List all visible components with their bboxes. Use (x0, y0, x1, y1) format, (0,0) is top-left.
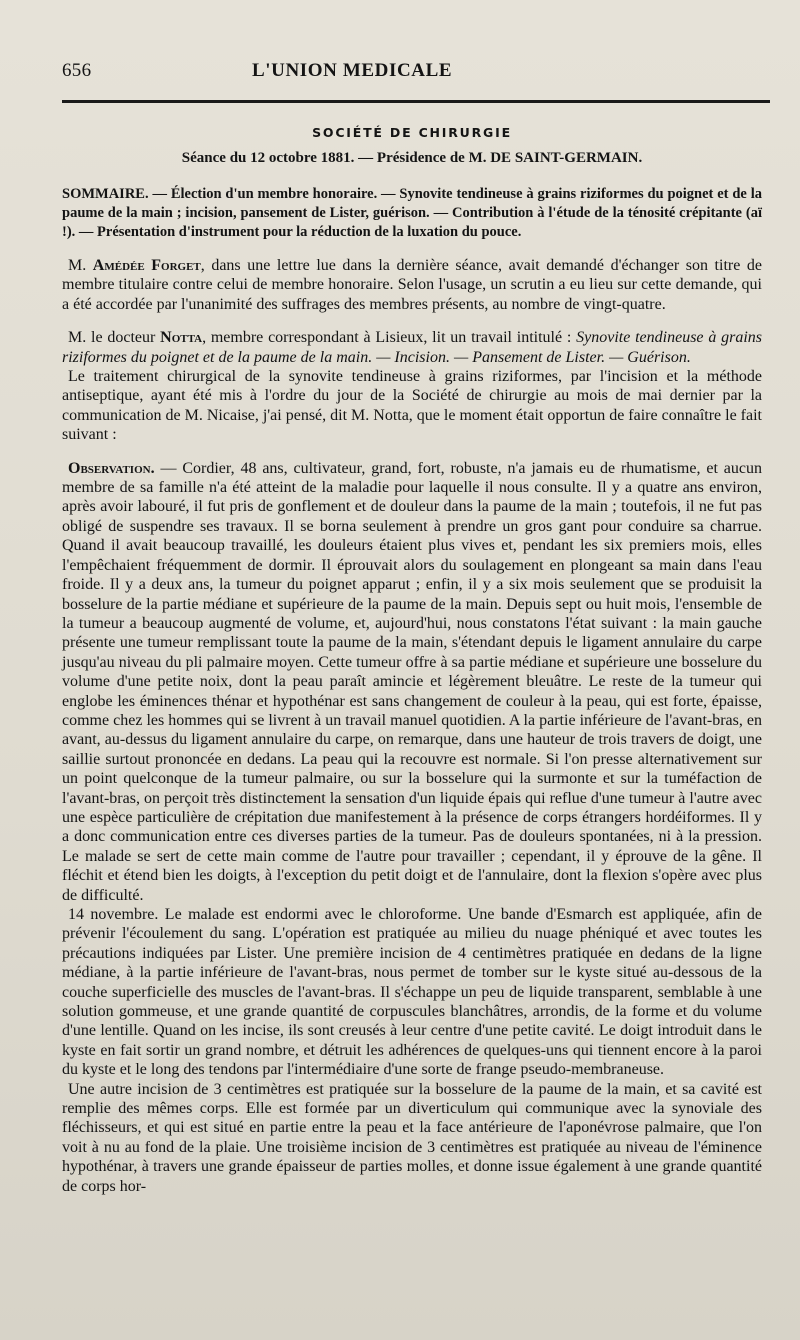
summary-block (62, 185, 762, 242)
summary-text: — Élection d'un membre honoraire. — Synovite tendineuse à grains riziformes du poignet et de la paume de la main ; incision, pansement de Lister, guérison. — Contribution à l'étude de la ténosité crépitante (aï !). — Présentation d'instrument pour la réduction de la luxation du pouce. (62, 186, 762, 240)
section-title: SOCIÉTÉ DE CHIRURGIE (312, 125, 512, 140)
running-head (62, 60, 762, 88)
p1-name: Amédée Forget (92, 257, 201, 274)
header-rule (62, 100, 770, 103)
p2-text: , membre correspondant à Lisieux, lit un travail intitulé : (202, 329, 577, 347)
paragraph-observation (62, 459, 762, 905)
paragraph-second-incision: Une autre incision de 3 centimètres est pratiquée sur la bosselure de la paume de la main, et sa cavité est remplie des mêmes corps. Elle est formée par un diverticulum qui communique avec la synoviale des fléchisseurs, et qui est situé en partie entre la peau et la face antérieure de l'aponévrose palmaire, que l'on voit à nu au fond de la plaie. Une troisième incision de 3 centimètres est pratiquée au niveau de l'éminence hypothénar, à travers une grande épaisseur de parties molles, et donne issue également à une grande quantité de corps hor- (62, 1080, 762, 1195)
page-number: 656 (62, 60, 92, 81)
p2-prefix: M. le docteur (68, 329, 161, 347)
summary-label: SOMMAIRE. (62, 186, 149, 202)
paragraph-operation: 14 novembre. Le malade est endormi avec le chloroforme. Une bande d'Esmarch est appliquée, afin de prévenir l'écoulement du sang. L'opération est pratiquée au milieu du nuage phéniqué et avec toutes les précautions indiquées par Lister. Une première incision de 4 centimètres pratiquée en dedans de la ligne médiane, à la partie inférieure de l'avant-bras, nous permet de tomber sur le kyste situé au-dessous de la couche superficielle des muscles de l'avant-bras. Il s'échappe un peu de liquide transparent, semblable à une solution gommeuse, et une grande quantité de corpuscules blanchâtres, arrondis, de la forme et du volume d'une lentille. Quand on les incise, ils sont creusés à leur centre d'une petite cavité. Le doigt introduit dans le kyste en fait sortir un grand nombre, et détruit les adhérences de quelques-uns qui tiennent encore à la paroi du kyste et le long des tendons par l'intermédiaire d'une sorte de frange pseudo-membraneuse. (62, 906, 762, 1079)
p1-text: , dans une lettre lue dans la dernière séance, avait demandé d'échanger son titre de membre titulaire contre celui de membre honoraire. Selon l'usage, un scrutin a eu lieu sur cette demande, qui a été accordée par l'unanimité des suffrages des membres présents, au nombre de vingt-quatre. (62, 257, 762, 313)
p2-name: Notta (160, 329, 203, 347)
journal-title: L'UNION MEDICALE (252, 60, 453, 81)
paragraph-introduction: Le traitement chirurgical de la synovite tendineuse à grains riziformes, par l'incision et la méthode antiseptique, ayant été mis à l'ordre du jour de la Société de chirurgie au mois de mai dernier par la communication de M. Nicaise, j'ai pensé, dit M. Notta, que le moment était opportun de faire connaître le fait suivant : (62, 368, 762, 444)
session-line: Séance du 12 octobre 1881. — Présidence de M. DE SAINT-GERMAIN. (181, 150, 643, 166)
article-body (62, 256, 762, 1196)
paragraph-forget (62, 256, 762, 314)
observation-text: — Cordier, 48 ans, cultivateur, grand, fort, robuste, n'a jamais eu de rhumatisme, et aucun membre de sa famille n'a été atteint de la maladie pour laquelle il nous consulte. Il y a quatre ans environ, après avoir labouré, il fut pris de gonflement et de douleur dans la paume de la main ; toutefois, il ne fut pas obligé de suspendre ses travaux. Il se borna seulement à prendre un gros gant pour conduire sa charrue. Quand il avait beaucoup travaillé, les douleurs étaient plus vives et, pendant les six premiers mois, elles l'empêchaient fréquemment de dormir. Il éprouvait alors du soulagement en plongeant sa main dans l'eau froide. Il y a deux ans, la tumeur du poignet apparut ; enfin, il y a six mois seulement que se produisit la bosselure de la partie médiane et supérieure de la paume de la main. Depuis sept ou huit mois, l'ensemble de la tumeur a beaucoup augmenté de volume, et, aujourd'hui, nous constatons l'état suivant : la main gauche présente une tumeur remplissant toute la paume de la main, s'étendant depuis le ligament annulaire du carpe jusqu'au niveau du pli palmaire moyen. Cette tumeur offre à sa partie médiane et supérieure une bosselure du volume d'une petite noix, dont la peau paraît amincie et légèrement bleuâtre. Le reste de la tumeur qui englobe les éminences thénar et hypothénar est sans changement de couleur à la peau, qui est forte, épaisse, comme chez les hommes qui se livrent à un travail manuel quotidien. A la partie inférieure de l'avant-bras, en avant, au-dessus du ligament annulaire du carpe, on remarque, dans une hauteur de trois travers de doigt, une saillie surtout prononcée en dedans. La peau qui la recouvre est normale. Si l'on presse alternativement sur un point quelconque de la tumeur palmaire, ou sur la bosselure qui la surmonte et sur la tuméfaction de l'avant-bras, on perçoit très distinctement la sensation d'un liquide épais qui reflue d'une tumeur à l'autre avec une espèce particulière de crépitation due manifestement à la présence de corps étrangers hordéiformes. Il y a donc communication entre ces diverses parties de la tumeur. Pas de douleurs spontanées, ni à la pression. Le malade se sert de cette main comme de l'autre pour travailler ; cependant, il y éprouve de la gêne. Il fléchit et étend bien les doigts, à l'exception du petit doigt et de l'annulaire, dont la flexion s'opère avec plus de difficulté. (62, 459, 762, 904)
p1-prefix: M. (68, 257, 93, 274)
paragraph-notta (62, 328, 762, 367)
observation-label: Observation. (68, 459, 155, 477)
p2-work-title: Synovite tendineuse à grains riziformes du poignet et de la paume de la main. — Incision. — Pansement de Lister. — Guérison. (62, 329, 763, 366)
